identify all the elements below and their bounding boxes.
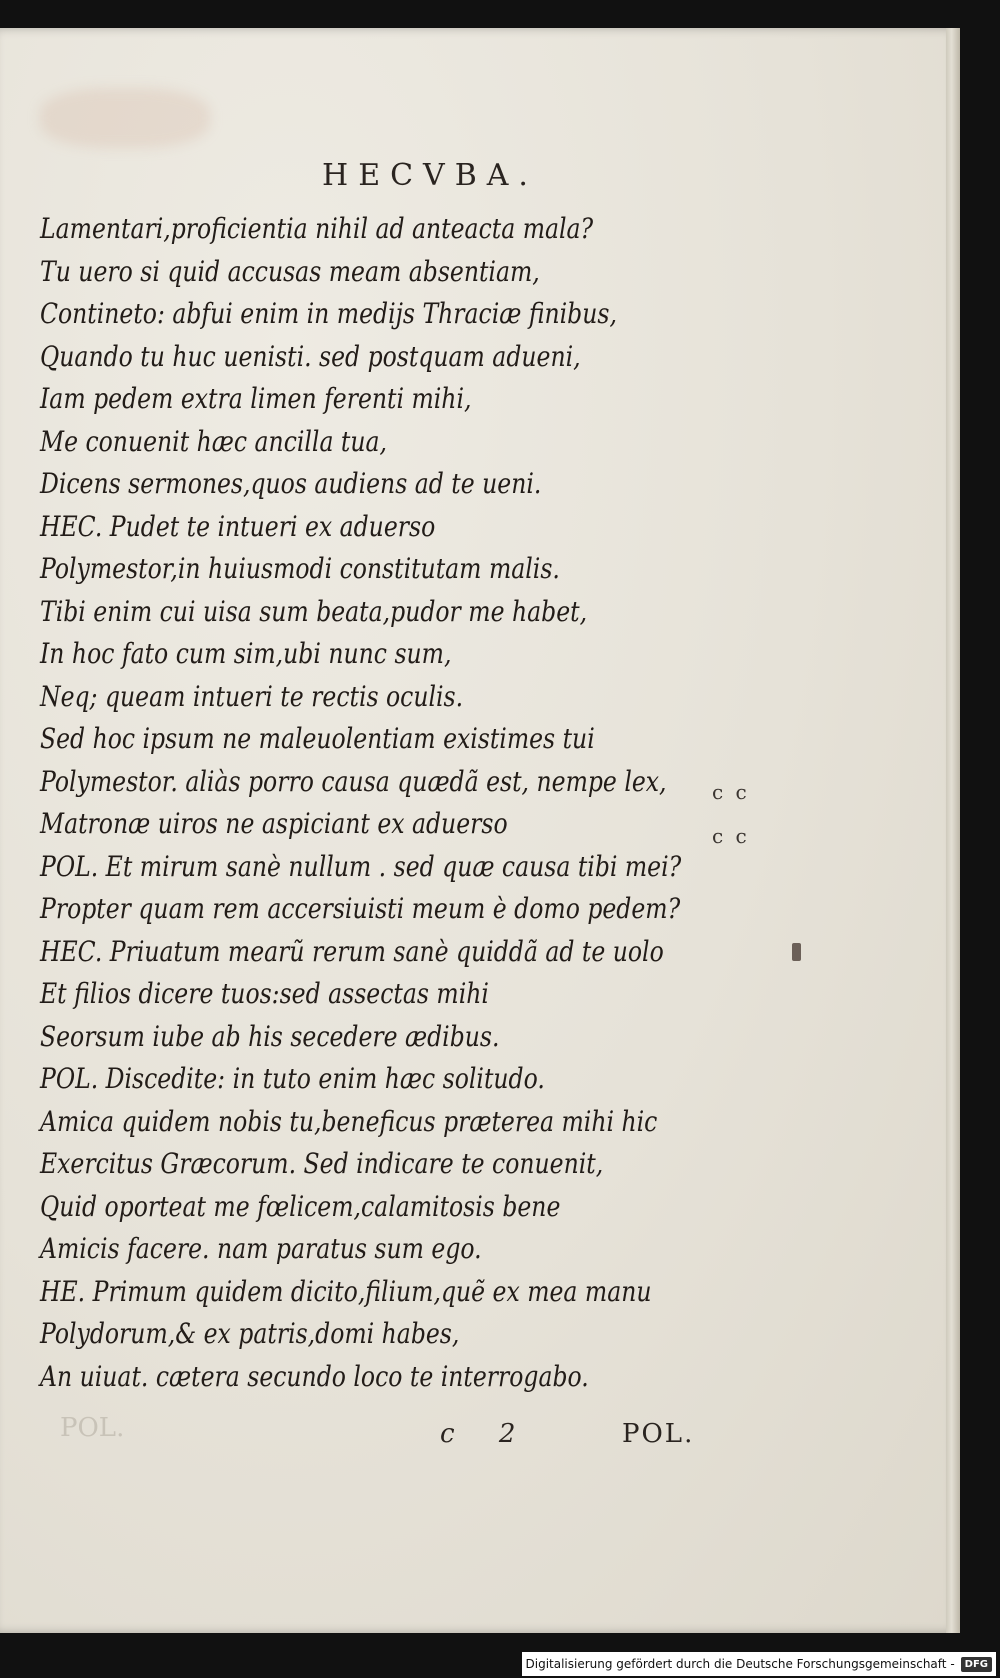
text-line: Contineto: abfui enim in medijs Thraciæ finibus,	[40, 297, 617, 330]
bleed-through-text: POL.	[60, 1413, 125, 1443]
text-line: Sed hoc ipsum ne maleuolentiam existimes tui	[40, 722, 595, 755]
book-page	[0, 28, 960, 1633]
text-line: Quid oporteat me fœlicem,calamitosis bene	[40, 1189, 561, 1223]
text-line: Polymestor,in huiusmodi constitutam malis.	[40, 552, 560, 585]
text-line: Polymestor. aliàs porro causa quædã est, nempe lex,	[40, 764, 667, 798]
digitization-footer	[522, 1652, 997, 1676]
funding-credit: Digitalisierung gefördert durch die Deutsche Forschungsgemeinschaft -	[525, 1657, 955, 1671]
text-line: HE. Primum quidem dicito,filium,quẽ ex mea manu	[40, 1274, 652, 1308]
text-line: Dicens sermones,quos audiens ad te ueni.	[40, 467, 542, 500]
paper-stain	[40, 88, 210, 148]
text-line: Propter quam rem accersiuisti meum è domo pedem?	[40, 892, 681, 925]
running-head: HECVBA.	[322, 158, 538, 193]
text-line: Me conuenit hæc ancilla tua,	[40, 424, 388, 458]
page-edge	[946, 28, 960, 1633]
text-line: POL. Et mirum sanè nullum . sed quæ causa tibi mei?	[40, 849, 682, 883]
text-line: POL. Discedite: in tuto enim hæc solitudo.	[40, 1062, 545, 1095]
text-line: HEC. Pudet te intueri ex aduerso	[40, 509, 436, 543]
catchword: POL.	[622, 1419, 695, 1449]
verse-text	[40, 208, 760, 1398]
text-line: Amica quidem nobis tu,beneficus præterea mihi hic	[40, 1104, 658, 1138]
margin-mark: c c	[712, 824, 750, 848]
text-line: Iam pedem extra limen ferenti mihi,	[40, 382, 472, 415]
text-line: Neq; queam intueri te rectis oculis.	[40, 679, 464, 713]
text-line: Lamentari,proficientia nihil ad anteacta mala?	[40, 212, 594, 245]
text-line: HEC. Priuatum mearũ rerum sanè quiddã ad te uolo	[40, 934, 664, 968]
text-line: An uiuat. cætera secundo loco te interrogabo.	[40, 1359, 589, 1393]
text-line: In hoc fato cum sim,ubi nunc sum,	[40, 637, 452, 670]
text-line: Exercitus Græcorum. Sed indicare te conuenit,	[40, 1147, 604, 1180]
text-line: Seorsum iube ab his secedere ædibus.	[40, 1019, 500, 1053]
text-line: Amicis facere. nam paratus sum ego.	[40, 1232, 482, 1265]
dfg-logo-icon: DFG	[961, 1657, 992, 1672]
margin-mark: c c	[712, 780, 750, 804]
text-line: Quando tu huc uenisti. sed postquam adueni,	[40, 339, 581, 373]
text-line: Tu uero si quid accusas meam absentiam,	[40, 254, 540, 288]
text-line: Polydorum,& ex patris,domi habes,	[40, 1317, 460, 1350]
text-line: Matronæ uiros ne aspiciant ex aduerso	[40, 807, 508, 840]
ink-speck	[792, 943, 801, 961]
text-line: Tibi enim cui uisa sum beata,pudor me habet,	[40, 594, 588, 628]
text-line: Et filios dicere tuos:sed assectas mihi	[40, 977, 489, 1010]
signature-mark: c 2	[440, 1419, 534, 1449]
